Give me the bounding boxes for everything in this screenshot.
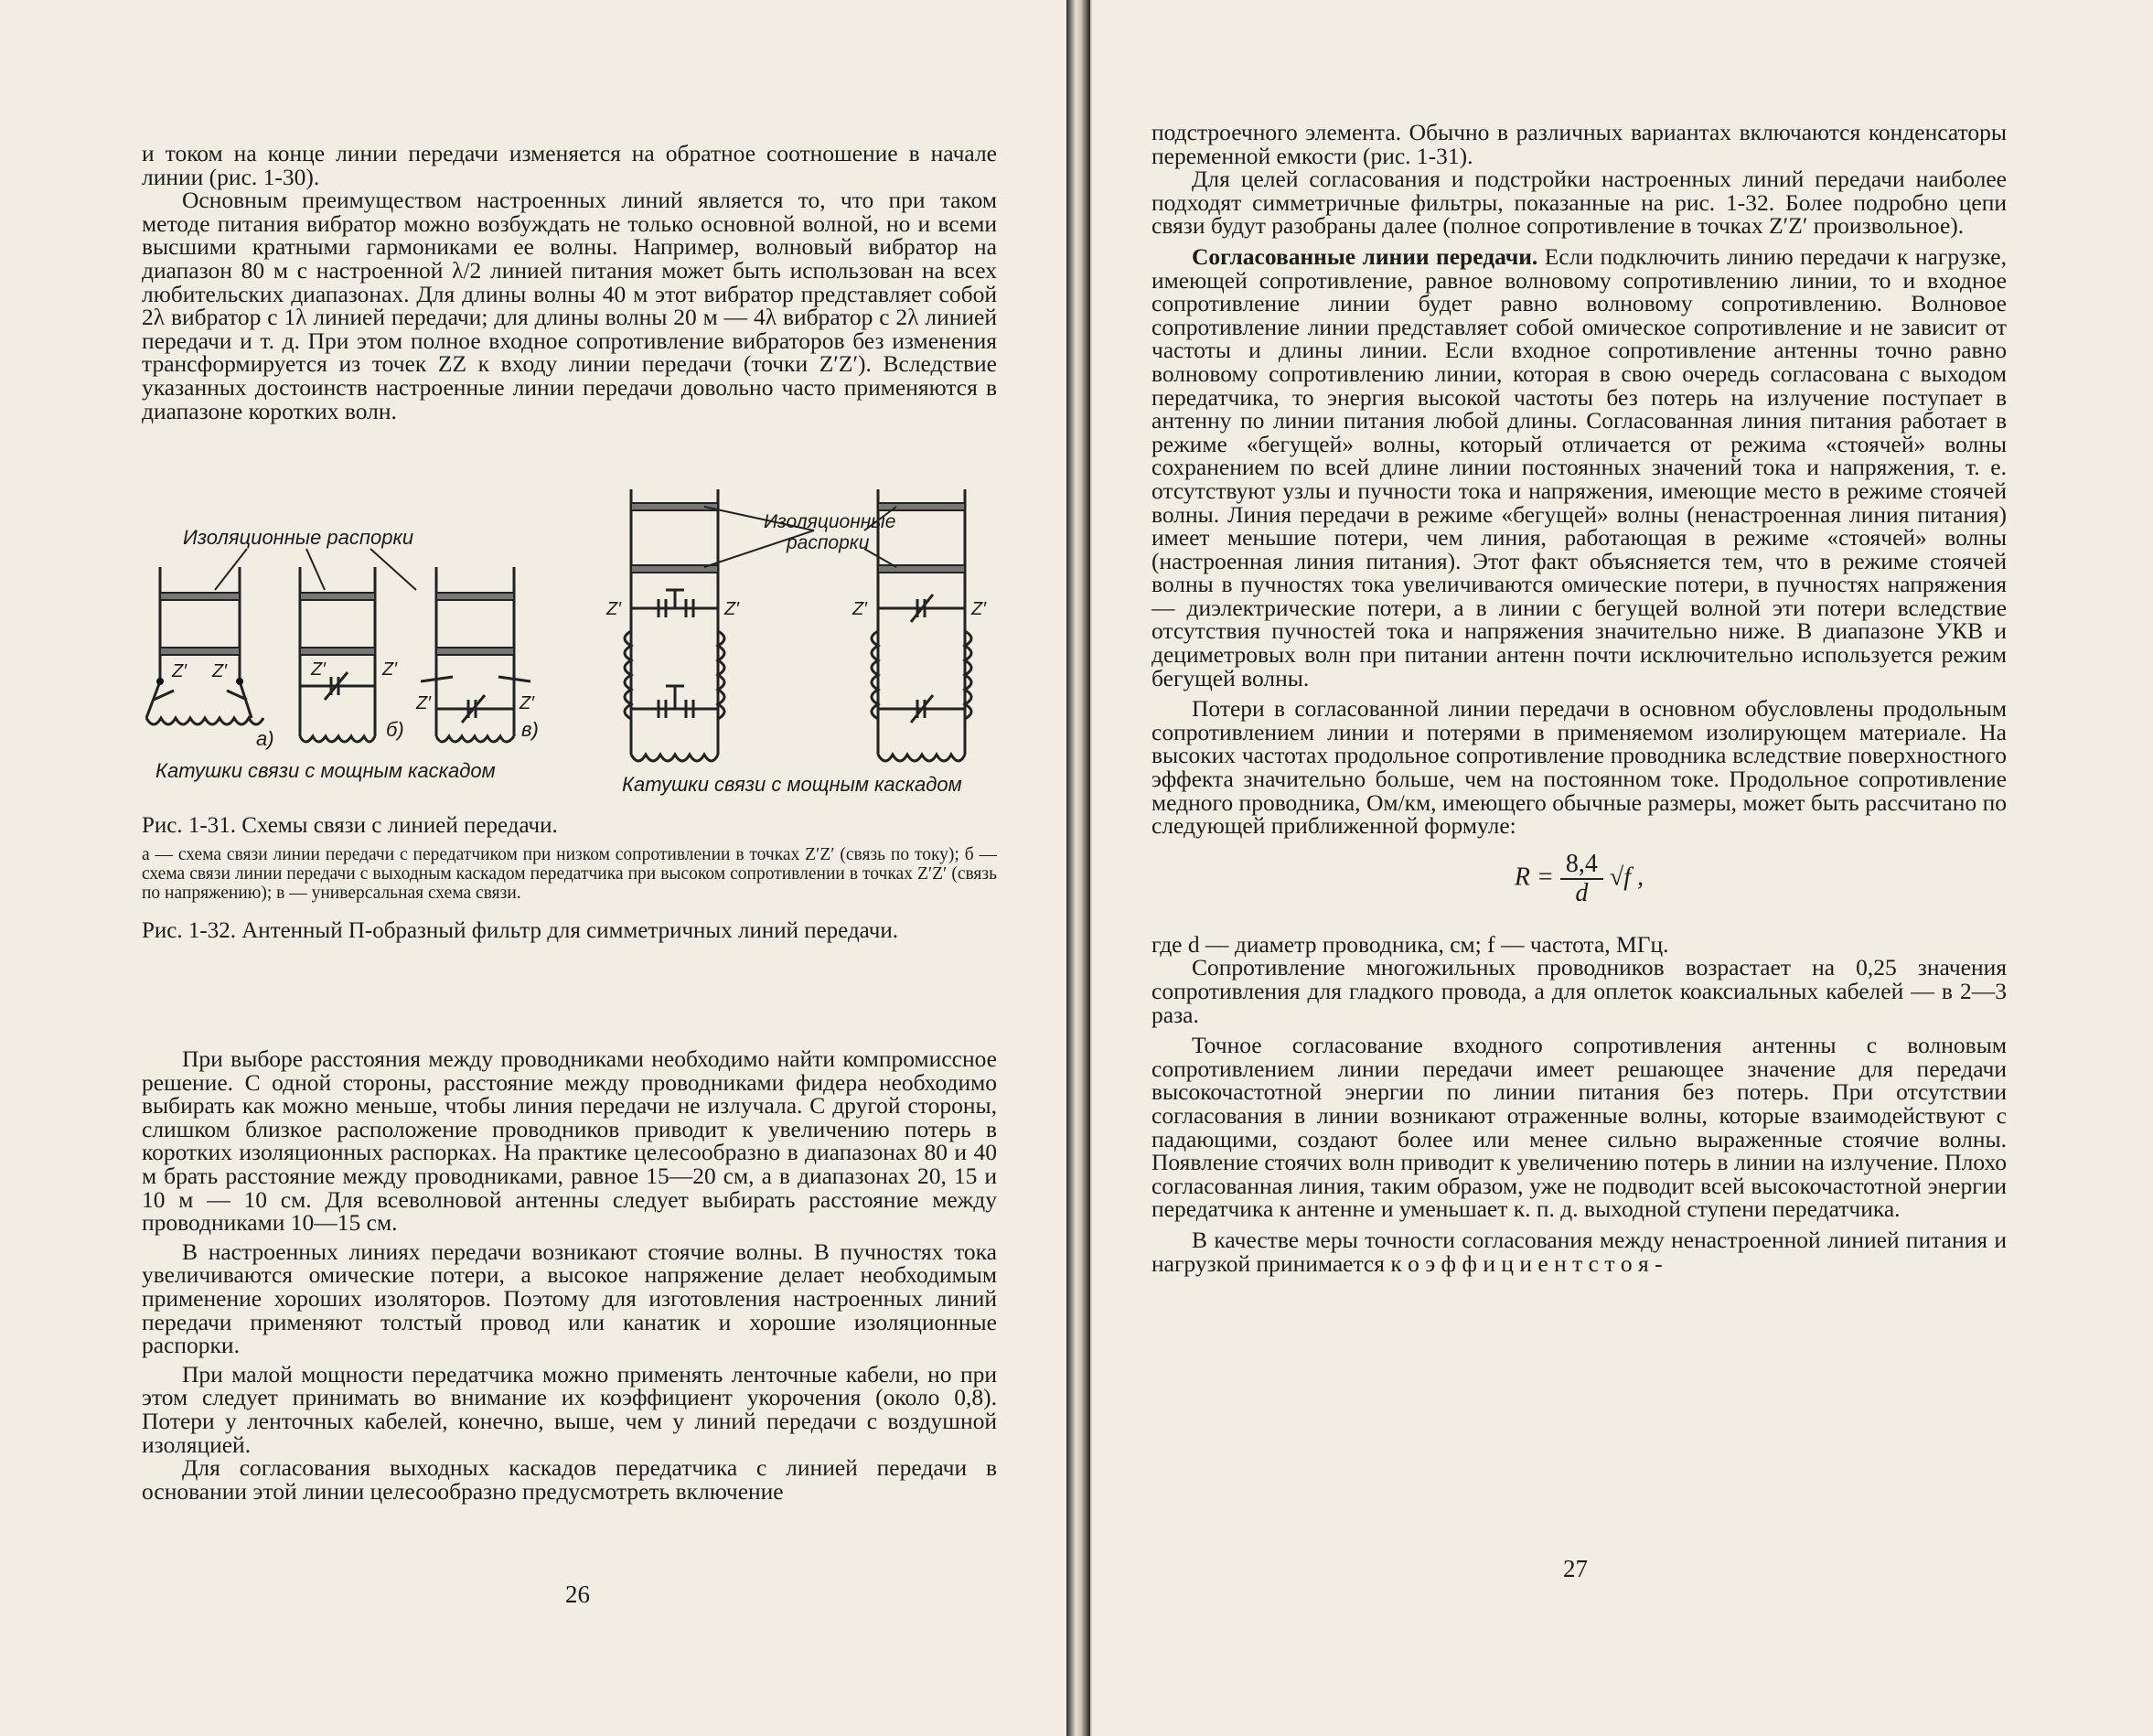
figure-label-insulators: Изоляционные распорки [183, 526, 414, 549]
zprime-label: Z′ [212, 661, 227, 681]
paragraph: В настроенных линиях передачи возникают стоячие волны. В пучностях тока увеличиваются омические потери, а высокое напряжение делает необходимым применение хороших изоляторов. Поэтому для изготовления настроенных линий передачи применяют толстый провод или канатик и хорошие изоляционные распорки. [142, 1238, 997, 1359]
paragraph-text: Если подключить линию передачи к нагрузке, имеющей сопротивление, равное волновому сопротивлению линии, то и входное сопротивление линии будет равно волновому сопротивлению. Волновое сопротивление линии представляет собой омическое сопротивление и не зависит от частоты и длины линии. Если входное сопротивление антенны точно равно волновому сопротивлению линии, которая в свою очередь согласована с выходом передатчика, то энергия высокой частоты без потерь на излучение поступает в антенну по линии питания любой длины. Согласованная линия питания работает в режиме «бегущей» волны, который отличается от режима «стоячей» волны сохранением по всей длине линии постоянных значений тока и напряжения, т. е. отсутствуют узлы и пучности тока и напряжения, имеющие место в режиме стоячей волны. Линия передачи в режиме «бегущей» волны (ненастроенная линия питания) имеет меньшие потери, чем линия, работающая в режиме «стоячей» волны (настроенная линия питания). Этот факт объясняется тем, что в режиме стоячей волны в пучностях тока увеличиваются омические потери, в пучностях напряжения — диэлектрические потери, а в линии с бегущей волной эти потери вследствие отсутствия пучностей тока и напряжения значительно ниже. В диапазоне УКВ и дециметровых волн при питании антенн почти исключительно используется режим бегущей волны. [1151, 242, 2007, 691]
figure-label-coils: Катушки связи с мощным каскадом [155, 759, 496, 782]
right-text [1151, 121, 2007, 1275]
paragraph: Сопротивление многожильных проводников возрастает на 0,25 значения сопротивления для гладкого провода, а для оплеток коаксиальных кабелей — в 2—3 раза. [1151, 954, 2007, 1028]
left-text-bottom [142, 1047, 997, 1503]
page-number: 26 [565, 1581, 590, 1608]
paragraph: и током на конце линии передачи изменяется на обратное соотношение в начале линии (рис. 1-30). [142, 140, 997, 190]
paragraph: В качестве меры точности согласования между ненастроенной линией питания и нагрузкой принимается к о э ф ф и ц и е н т с т о я - [1151, 1226, 2007, 1277]
page-number: 27 [1563, 1555, 1588, 1582]
paragraph: При выборе расстояния между проводниками необходимо найти компромиссное решение. С одной стороны, расстояние между проводниками фидера необходимо выбирать как можно меньше, чтобы линия передачи не излучала. С другой стороны, слишком близкое расположение проводников приводит к увеличению потерь в коротких изоляционных распорках. На практике целесообразно в диапазонах 80 и 40 м брать расстояние между проводниками, равное 15—20 см, а в диапазонах 20, 15 и 10 м — 10 см. Для всеволновой антенны следует выбирать расстояние между проводниками 10—15 см. [142, 1045, 997, 1237]
paragraph: где d — диаметр проводника, см; f — частота, МГц. [1151, 930, 1669, 958]
figure-1-32-diagram [604, 476, 1006, 800]
formula-lhs: R = [1514, 863, 1554, 892]
left-page [0, 0, 1066, 1736]
paragraph: При малой мощности передатчика можно применять ленточные кабели, но при этом следует принимать во внимание их коэффициент укорочения (около 0,8). Потери у ленточных кабелей, конечно, выше, чем у линий передачи с воздушной изоляцией. [142, 1360, 997, 1458]
paragraph: Для целей согласования и подстройки настроенных линий передачи наиболее подходят симметричные фильтры, показанные на рис. 1-32. Более подробно цепи связи будут разобраны далее (полное сопротивление в точках Z′Z′ произвольное). [1151, 166, 2007, 240]
zprime-label: Z′ [852, 599, 867, 619]
paragraph: Точное согласование входного сопротивления антенны с волновым сопротивлением линии передачи имеет решающее значение для передачи высокочастотной энергии по линии питания без потерь. При отсутствии согласования в линии возникают отраженные волны, которые взаимодействуют с падающими, создают более или менее сильно выраженные стоячие волны. Появление стоячих волн приводит к увеличению потерь в линии на излучение. Плохо согласованная линия, таким образом, уже не подводит всей высокочастотной энергии передатчика к антенне и уменьшает к. п. д. выходной ступени передатчика. [1151, 1032, 2007, 1223]
paragraph: подстроечного элемента. Обычно в различных вариантах включаются конденсаторы переменной емкости (рис. 1-31). [1151, 119, 2007, 169]
paragraph: Основным преимуществом настроенных линий является то, что при таком методе питания вибратор можно возбуждать не только основной волной, но и всеми высшими кратными гармониками ее волны. Например, волновый вибратор на диапазон 80 м с настроенной λ/2 линией питания может быть использован на всех любительских диапазонах. Для длины волны 40 м этот вибратор представляет собой 2λ вибратор с 1λ линией передачи; для длины волны 20 м — 4λ вибратор с 2λ линией передачи и т. д. При этом полное входное сопротивление вибраторов без изменения трансформируется из точек ZZ к входу линии передачи (точки Z′Z′). Вследствие указанных достоинств настроенные линии передачи довольно часто применяются в диапазоне коротких волн. [142, 187, 997, 424]
zprime-label: Z′ [520, 693, 534, 713]
figure-sublabel-c: в) [521, 718, 539, 741]
figure-1-31-diagram [137, 512, 567, 787]
formula [1151, 851, 2007, 907]
zprime-label: Z′ [172, 661, 187, 681]
formula-fraction [1560, 851, 1603, 907]
zprime-label: Z′ [382, 659, 397, 680]
paragraph: Для согласования выходных каскадов передатчика с линией передачи в основании этой линии целесообразно предусмотреть включение [142, 1454, 997, 1505]
left-text-top [142, 142, 997, 423]
caption-fig-1-31: Рис. 1-31. Схемы связи с линией передачи. [142, 813, 558, 838]
caption-fig-1-32: Рис. 1-32. Антенный П-образный фильтр для симметричных линий передачи. [142, 918, 898, 943]
figure-label-insulators: Изоляционные [764, 511, 896, 532]
paragraph: Потери в согласованной линии передачи в основном обусловлены продольным сопротивлением линии и потерями в применяемом изолирующем материале. На высоких частотах продольное сопротивление проводника вследствие поверхностного эффекта значительно больше, чем на постоянном токе. Продольное сопротивление медного проводника, Ом/км, имеющего обычные размеры, может быть рассчитано по следующей приближенной формуле: [1151, 695, 2007, 840]
right-page [1090, 0, 2153, 1736]
zprime-label: Z′ [971, 599, 986, 619]
left-captions [142, 814, 997, 943]
zprime-label: Z′ [416, 693, 431, 713]
zprime-label: Z′ [311, 659, 326, 680]
zprime-label: Z′ [724, 599, 739, 619]
figure-label-coils: Катушки связи с мощным каскадом [622, 773, 962, 796]
formula-numerator: 8,4 [1560, 851, 1603, 880]
figure-sublabel-b: б) [386, 718, 404, 741]
figure-label-insulators: распорки [787, 532, 870, 553]
zprime-label: Z′ [606, 599, 621, 619]
figure-sublabel-a: а) [256, 727, 274, 750]
section-heading: Согласованные линии передачи. [1192, 242, 1538, 270]
paragraph [1151, 242, 2007, 691]
caption-fig-1-31-note: а — схема связи линии передачи с передатчиком при низком сопротивлении в точках Z′Z′ (связь по току); б — схема связи линии передачи с выходным каскадом передатчика при высоком сопротивлении в точках Z′Z′ (связь по напряжению); в — универсальная схема связи. [142, 845, 997, 903]
book-spine [1066, 0, 1090, 1736]
formula-rhs: √f , [1609, 863, 1644, 892]
formula-denominator: d [1575, 878, 1589, 907]
